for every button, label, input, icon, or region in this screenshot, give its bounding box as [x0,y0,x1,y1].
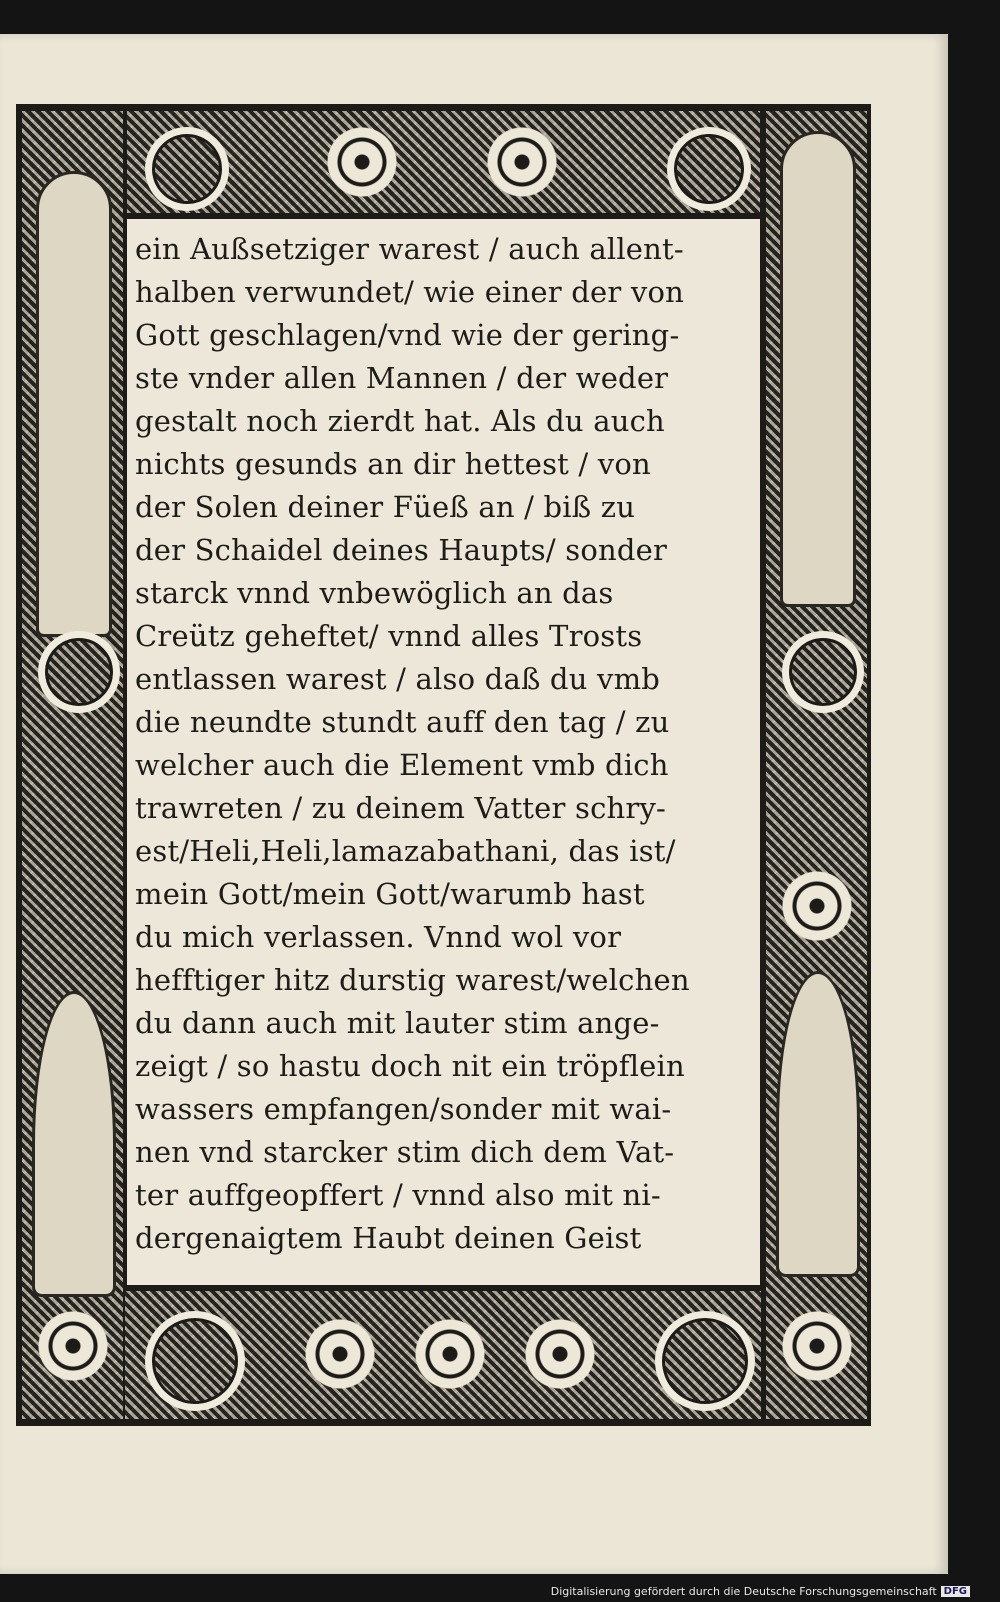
text-line: trawreten / zu deinem Vatter schry- [135,791,667,825]
scroll-ornament [145,1311,245,1411]
dfg-logo: DFG [941,1586,970,1597]
top-ornament-panel [127,111,760,213]
text-line: dergenaigtem Haubt deinen Geist [135,1221,642,1255]
eagle-figure-right [776,971,860,1277]
text-line: du dann auch mit lauter stim ange- [135,1006,660,1040]
text-line: entlassen warest / also daß du vmb [135,662,661,696]
text-line: starck vnnd vnbewöglich an das [135,576,614,610]
credit-text: Digitalisierung gefördert durch die Deutsche Forschungsgemeinschaft [550,1585,937,1598]
scroll-ornament [782,631,864,713]
right-ornament-panel [766,111,867,1419]
text-line: Gott geschlagen/vnd wie der gering- [135,318,680,352]
text-line: die neundte stundt auff den tag / zu [135,705,670,739]
text-line: der Solen deiner Füeß an / biß zu [135,490,636,524]
text-line: ste vnder allen Mannen / der weder [135,361,669,395]
text-line: nen vnd starcker stim dich dem Vat- [135,1135,675,1169]
text-line: halben verwundet/ wie einer der von [135,275,684,309]
scroll-ornament [655,1311,755,1411]
flower-ornament [782,871,852,941]
flower-ornament [327,127,397,197]
text-line: nichts gesunds an dir hettest / von [135,447,651,481]
digitization-credit [551,1585,970,1598]
text-line: welcher auch die Element vmb dich [135,748,669,782]
text-line: hefftiger hitz durstig warest/welchen [135,963,690,997]
flower-ornament [487,127,557,197]
eagle-figure-left [32,991,116,1297]
scroll-ornament [38,631,120,713]
text-line: zeigt / so hastu doch nit ein tröpflein [135,1049,685,1083]
scroll-ornament [667,127,751,211]
left-ornament-panel [22,111,123,1419]
text-line: Creütz geheftet/ vnnd alles Trosts [135,619,643,653]
standing-figure-right [780,131,856,607]
text-line: ter auffgeopffert / vnnd also mit ni- [135,1178,661,1212]
flower-ornament [525,1319,595,1389]
standing-figure-left [36,171,112,637]
text-line: der Schaidel deines Haupts/ sonder [135,533,668,567]
scroll-ornament [145,127,229,211]
text-line: ein Außsetziger warest / auch allent- [135,232,684,266]
flower-ornament [415,1319,485,1389]
text-line: wassers empfangen/sonder mit wai- [135,1092,672,1126]
flower-ornament [305,1319,375,1389]
text-line: gestalt noch zierdt hat. Als du auch [135,404,665,438]
bottom-ornament-panel [125,1291,761,1419]
flower-ornament [38,1311,108,1381]
text-line: mein Gott/mein Gott/warumb hast [135,877,645,911]
flower-ornament [782,1311,852,1381]
text-line: est/Heli,Heli,lamazabathani, das ist/ [135,834,676,868]
text-line: du mich verlassen. Vnnd wol vor [135,920,622,954]
